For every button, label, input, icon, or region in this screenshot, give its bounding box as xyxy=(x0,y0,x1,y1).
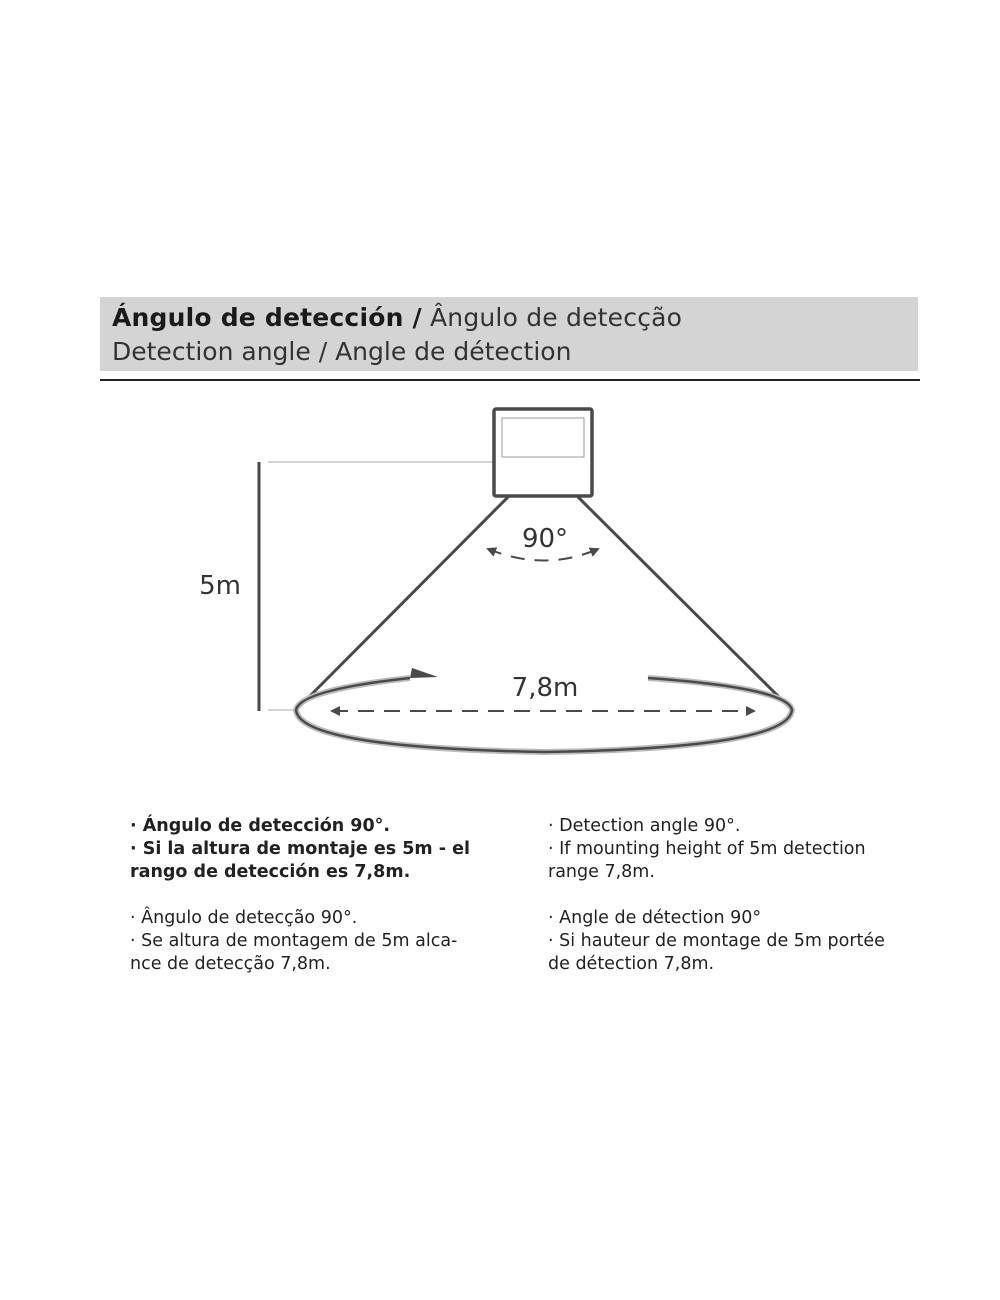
sensor-device-icon xyxy=(494,409,592,496)
note-en-2: · If mounting height of 5m detection xyxy=(548,839,866,859)
rotation-arrow-icon xyxy=(410,668,438,678)
height-dimension xyxy=(259,462,493,711)
note-pt-2: · Se altura de montagem de 5m alca- xyxy=(130,931,458,951)
angle-label: 90° xyxy=(521,524,569,554)
note-es-2: · Si la altura de montaje es 5m - el xyxy=(130,839,470,859)
note-fr-3: de détection 7,8m. xyxy=(548,954,715,974)
header-title xyxy=(112,301,682,335)
title-spanish: Ángulo de detección / xyxy=(112,303,422,332)
header-divider xyxy=(100,379,920,381)
title-portuguese: Ângulo de detecção xyxy=(421,303,683,332)
detection-diagram xyxy=(0,390,1000,780)
note-en-1: · Detection angle 90°. xyxy=(548,816,741,836)
note-en-3: range 7,8m. xyxy=(548,862,655,882)
note-es-1: · Ángulo de detección 90°. xyxy=(130,816,391,836)
header-subtitle: Detection angle / Angle de détection xyxy=(112,337,572,366)
height-label: 5m xyxy=(199,571,241,601)
range-label: 7,8m xyxy=(511,673,579,703)
note-pt-1: · Ângulo de detecção 90°. xyxy=(130,908,358,928)
notes-right-column xyxy=(548,815,928,976)
note-fr-1: · Angle de détection 90° xyxy=(548,908,762,928)
notes-left-column xyxy=(130,815,510,976)
note-fr-2: · Si hauteur de montage de 5m portée xyxy=(548,931,885,951)
note-es-3: rango de detección es 7,8m. xyxy=(130,862,411,882)
note-pt-3: nce de detecção 7,8m. xyxy=(130,954,331,974)
section-header xyxy=(100,297,918,371)
